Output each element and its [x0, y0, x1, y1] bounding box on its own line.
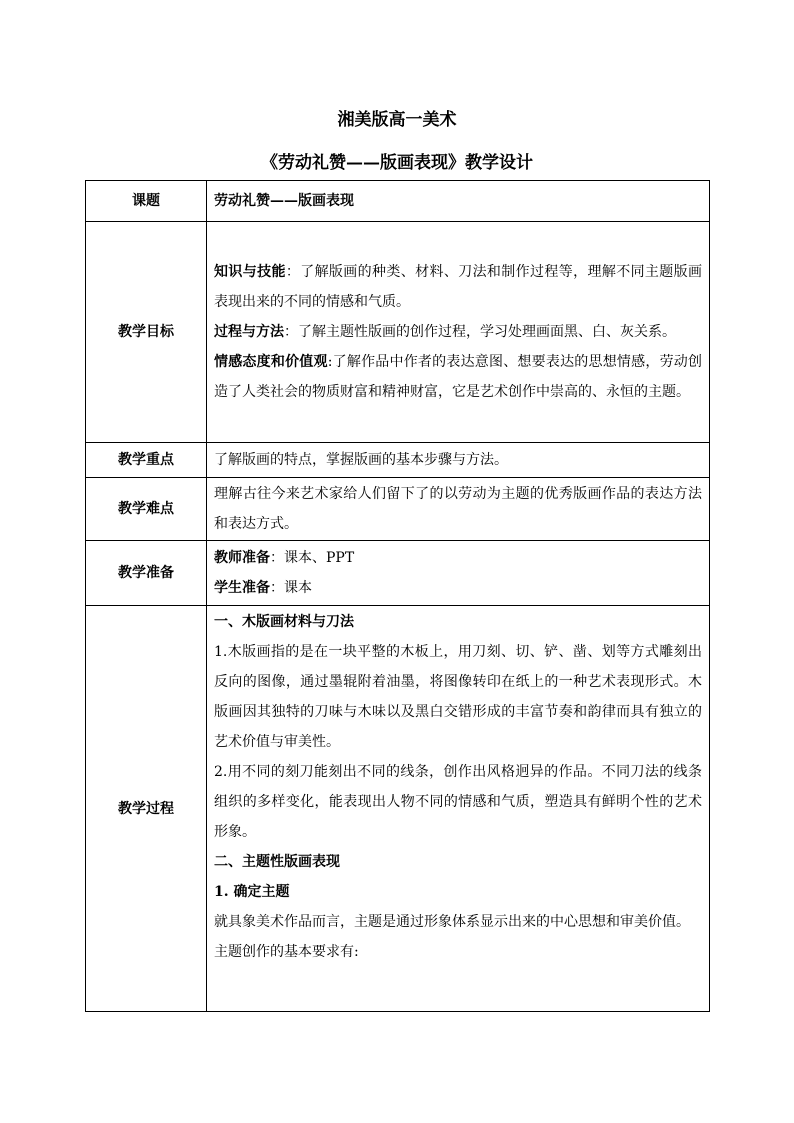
- objective-knowledge-head: 知识与技能: [214, 264, 286, 280]
- objective-process: [214, 317, 702, 347]
- process-paragraph-2: 2.用不同的刻刀能刻出不同的线条，创作出风格迥异的作品。不同刀法的线条组织的多样变化，能表现出人物不同的情感和气质，塑造具有鲜明个性的艺术形象。: [214, 764, 702, 840]
- process-paragraph-4: 主题创作的基本要求有:: [214, 944, 359, 960]
- objective-attitude: [214, 347, 702, 407]
- topic-text: 劳动礼赞——版画表现: [214, 193, 354, 209]
- process-section2-title: 二、主题性版画表现: [214, 854, 340, 870]
- table-row-key-points: [86, 443, 710, 478]
- objective-knowledge-sep: ：: [285, 264, 301, 280]
- objective-process-head: 过程与方法: [214, 324, 284, 340]
- table-row-topic: [86, 181, 710, 222]
- student-preparation-text: ：课本: [270, 580, 312, 596]
- process-section1-title: 一、木版画材料与刀法: [214, 614, 354, 630]
- process-paragraph-1: 1.木版画指的是在一块平整的木板上，用刀刻、切、铲、凿、划等方式雕刻出反向的图像，通过墨辊附着油墨，将图像转印在纸上的一种艺术表现形式。木版画因其独特的刀味与木味以及黑白交错形成的丰富节奏和韵律而具有独立的艺术价值与审美性。: [214, 644, 702, 750]
- process-content: [207, 606, 710, 1012]
- process-subsection1-title: 1. 确定主题: [214, 884, 290, 900]
- row-label-key-points: 教学重点: [86, 443, 207, 478]
- student-preparation: [214, 573, 702, 603]
- objective-knowledge-text: 了解版画的种类、材料、刀法和制作过程等，理解不同主题版画表现出来的不同的情感和气质。: [214, 264, 703, 310]
- process-paragraph-3: 就具象美术作品而言，主题是通过形象体系显示出来的中心思想和审美价值。: [214, 914, 690, 930]
- objective-process-text: 了解主题性版画的创作过程，学习处理画面黑、白、灰关系。: [298, 324, 676, 340]
- key-points-text: 了解版画的特点，掌握版画的基本步骤与方法。: [207, 443, 710, 478]
- teacher-preparation-text: ：课本、PPT: [270, 550, 355, 566]
- lesson-plan-table: [85, 180, 710, 1012]
- topic-value: [207, 181, 710, 222]
- objective-attitude-head: 情感态度和价值观: [214, 354, 328, 370]
- table-row-preparation: [86, 541, 710, 606]
- row-label-process: 教学过程: [86, 606, 207, 1012]
- objective-attitude-sep: :: [327, 354, 333, 370]
- teacher-preparation: [214, 543, 702, 573]
- document-subtitle: 《劳动礼赞——版画表现》教学设计: [261, 153, 533, 173]
- preparation-content: [207, 541, 710, 606]
- objective-process-sep: ：: [284, 324, 298, 340]
- table-row-difficulties: [86, 478, 710, 541]
- table-row-objectives: [86, 222, 710, 443]
- row-label-preparation: 教学准备: [86, 541, 207, 606]
- difficulties-text: 理解古往今来艺术家给人们留下了的以劳动为主题的优秀版画作品的表达方法和表达方式。: [207, 478, 710, 541]
- student-preparation-head: 学生准备: [214, 580, 270, 596]
- row-label-objectives: 教学目标: [86, 222, 207, 443]
- teacher-preparation-head: 教师准备: [214, 550, 270, 566]
- table-row-process: [86, 606, 710, 1012]
- objective-attitude-text: 了解作品中作者的表达意图、想要表达的思想情感，劳动创造了人类社会的物质财富和精神财富，它是艺术创作中崇高的、永恒的主题。: [214, 354, 703, 400]
- row-label-difficulties: 教学难点: [86, 478, 207, 541]
- row-label-topic: 课题: [86, 181, 207, 222]
- document-title: 湘美版高一美术: [337, 110, 457, 130]
- objectives-content: [207, 222, 710, 443]
- objective-knowledge: [214, 257, 702, 317]
